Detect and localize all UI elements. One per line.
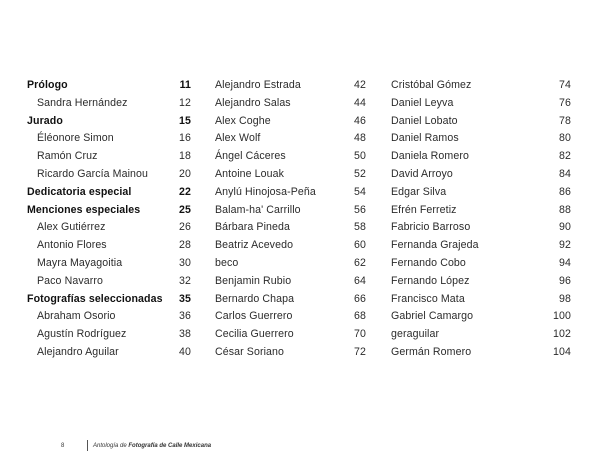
toc-entry-label: Ramón Cruz <box>37 150 98 163</box>
footer-publication-title <box>93 440 211 452</box>
toc-entry-page-number: 72 <box>354 345 366 358</box>
footer-separator <box>87 440 88 451</box>
toc-entry <box>391 273 571 291</box>
toc-entry-page-number: 11 <box>179 79 191 91</box>
toc-entry-label: Benjamin Rubio <box>215 274 292 287</box>
toc-section-entry <box>27 184 191 202</box>
toc-section-entry <box>27 291 191 309</box>
toc-entry-page-number: 74 <box>559 79 571 91</box>
toc-entry <box>391 308 571 326</box>
toc-entry <box>215 344 366 362</box>
toc-entry-page-number: 90 <box>559 221 571 234</box>
toc-entry-page-number: 16 <box>179 132 191 145</box>
toc-entry-label: Paco Navarro <box>37 274 103 287</box>
toc-entry <box>391 219 571 237</box>
toc-entry-label: Dedicatoria especial <box>27 185 132 198</box>
toc-entry-page-number: 22 <box>179 185 191 198</box>
toc-entry-label: Alejandro Aguilar <box>37 345 119 358</box>
toc-entry-label: Sandra Hernández <box>37 96 128 109</box>
toc-entry-label: beco <box>215 256 239 269</box>
toc-entry-label: Ángel Cáceres <box>215 150 286 163</box>
toc-entry-page-number: 40 <box>179 345 191 358</box>
toc-entry-label: Jurado <box>27 114 63 127</box>
toc-entry-page-number: 20 <box>179 167 191 180</box>
toc-entry-page-number: 56 <box>354 203 366 216</box>
toc-entry <box>27 166 191 184</box>
toc-entry-label: Prólogo <box>27 79 68 91</box>
toc-entry-label: Edgar Silva <box>391 185 447 198</box>
toc-entry <box>215 291 366 309</box>
toc-entry-page-number: 80 <box>559 132 571 145</box>
toc-entry-page-number: 12 <box>179 96 191 109</box>
toc-entry-label: David Arroyo <box>391 167 453 180</box>
toc-entry-page-number: 36 <box>179 310 191 323</box>
toc-entry-label: Agustín Rodríguez <box>37 328 127 341</box>
toc-entry-page-number: 15 <box>179 114 191 127</box>
toc-entry <box>391 255 571 273</box>
toc-entry-page-number: 104 <box>553 345 571 358</box>
toc-entry-page-number: 78 <box>559 114 571 127</box>
toc-section-entry <box>27 202 191 220</box>
toc-entry <box>27 95 191 113</box>
toc-entry-page-number: 46 <box>354 114 366 127</box>
toc-entry-label: Cristóbal Gómez <box>391 79 472 91</box>
toc-entry-label: Antonio Flores <box>37 239 107 252</box>
toc-entry-label: Bárbara Pineda <box>215 221 291 234</box>
toc-entry <box>27 237 191 255</box>
toc-entry <box>215 113 366 131</box>
toc-column-1 <box>27 77 191 362</box>
toc-entry-label: Antoine Louak <box>215 167 285 180</box>
toc-entry <box>27 219 191 237</box>
toc-entry-label: Daniel Lobato <box>391 114 458 127</box>
toc-entry-page-number: 35 <box>179 292 191 305</box>
toc-entry-page-number: 60 <box>354 239 366 252</box>
toc-entry <box>215 219 366 237</box>
toc-entry <box>27 130 191 148</box>
toc-entry-label: César Soriano <box>215 345 285 358</box>
toc-entry <box>215 130 366 148</box>
toc-entry-label: geraguilar <box>391 328 440 341</box>
toc-entry-page-number: 26 <box>179 221 191 234</box>
toc-entry-label: Fernanda Grajeda <box>391 239 479 252</box>
toc-entry-label: Fabricio Barroso <box>391 221 471 234</box>
toc-entry-label: Menciones especiales <box>27 203 141 216</box>
toc-entry-page-number: 88 <box>559 203 571 216</box>
toc-entry <box>215 148 366 166</box>
toc-entry-page-number: 58 <box>354 221 366 234</box>
toc-entry-label: Alejandro Estrada <box>215 79 301 91</box>
toc-entry-page-number: 28 <box>179 239 191 252</box>
toc-entry-label: Daniel Leyva <box>391 96 454 109</box>
toc-entry-label: Alejandro Salas <box>215 96 291 109</box>
toc-entry-label: Abraham Osorio <box>37 310 116 323</box>
toc-entry-label: Fernando López <box>391 274 470 287</box>
toc-entry-label: Alex Coghe <box>215 114 271 127</box>
toc-entry <box>391 326 571 344</box>
toc-entry-page-number: 18 <box>179 150 191 163</box>
toc-entry <box>27 326 191 344</box>
toc-entry-label: Balam-ha' Carrillo <box>215 203 301 216</box>
toc-entry-label: Alex Gutiérrez <box>37 221 106 234</box>
toc-entry <box>215 184 366 202</box>
toc-entry-page-number: 44 <box>354 96 366 109</box>
footer-title-emphasis: Fotografía de Calle Mexicana <box>128 443 212 449</box>
toc-entry-page-number: 86 <box>559 185 571 198</box>
toc-entry-label: Efrén Ferretiz <box>391 203 457 216</box>
toc-entry-label: Daniel Ramos <box>391 132 459 145</box>
toc-entry <box>27 255 191 273</box>
toc-entry-page-number: 98 <box>559 292 571 305</box>
toc-entry <box>215 166 366 184</box>
toc-entry <box>391 237 571 255</box>
toc-entry <box>391 77 571 95</box>
toc-entry <box>215 255 366 273</box>
toc-entry-page-number: 62 <box>354 256 366 269</box>
toc-entry-label: Gabriel Camargo <box>391 310 474 323</box>
toc-entry <box>27 308 191 326</box>
toc-entry-page-number: 66 <box>354 292 366 305</box>
footer-page-number: 8 <box>61 443 65 449</box>
toc-entry-label: Bernardo Chapa <box>215 292 295 305</box>
toc-entry-page-number: 82 <box>559 150 571 163</box>
toc-entry-page-number: 68 <box>354 310 366 323</box>
toc-entry-page-number: 64 <box>354 274 366 287</box>
toc-entry-page-number: 25 <box>179 203 191 216</box>
toc-entry-label: Germán Romero <box>391 345 472 358</box>
toc-entry <box>391 148 571 166</box>
toc-entry-label: Alex Wolf <box>215 132 261 145</box>
toc-entry-page-number: 50 <box>354 150 366 163</box>
toc-entry <box>391 291 571 309</box>
toc-entry-page-number: 42 <box>354 79 366 91</box>
toc-section-entry <box>27 77 191 95</box>
toc-entry-label: Carlos Guerrero <box>215 310 293 323</box>
toc-entry-page-number: 96 <box>559 274 571 287</box>
toc-entry-label: Francisco Mata <box>391 292 465 305</box>
toc-entry-label: Éléonore Simon <box>37 132 114 145</box>
toc-entry <box>215 237 366 255</box>
toc-entry-page-number: 92 <box>559 239 571 252</box>
toc-entry <box>391 202 571 220</box>
toc-entry-page-number: 30 <box>179 256 191 269</box>
toc-entry-label: Mayra Mayagoitia <box>37 256 123 269</box>
toc-section-entry <box>27 113 191 131</box>
toc-entry <box>27 148 191 166</box>
toc-entry <box>215 308 366 326</box>
toc-entry-page-number: 38 <box>179 328 191 341</box>
toc-entry <box>391 95 571 113</box>
toc-entry-label: Ricardo García Mainou <box>37 167 149 180</box>
toc-entry-page-number: 54 <box>354 185 366 198</box>
toc-entry <box>391 113 571 131</box>
toc-entry <box>215 77 366 95</box>
toc-entry-page-number: 76 <box>559 96 571 109</box>
toc-entry <box>215 202 366 220</box>
toc-entry-label: Daniela Romero <box>391 150 469 163</box>
toc-entry <box>27 273 191 291</box>
toc-column-2 <box>215 77 366 362</box>
toc-entry-page-number: 100 <box>553 310 571 323</box>
toc-entry-label: Anylú Hinojosa-Peña <box>215 185 316 198</box>
toc-entry-page-number: 84 <box>559 167 571 180</box>
toc-entry <box>391 184 571 202</box>
toc-entry-page-number: 94 <box>559 256 571 269</box>
toc-entry-label: Fotografías seleccionadas <box>27 292 163 305</box>
toc-column-3 <box>391 77 571 362</box>
toc-entry <box>27 344 191 362</box>
toc-entry <box>391 166 571 184</box>
toc-entry <box>391 344 571 362</box>
toc-entry-label: Cecilia Guerrero <box>215 328 294 341</box>
toc-entry-page-number: 32 <box>179 274 191 287</box>
toc-entry-label: Fernando Cobo <box>391 256 466 269</box>
toc-entry-label: Beatriz Acevedo <box>215 239 294 252</box>
toc-entry-page-number: 70 <box>354 328 366 341</box>
toc-entry-page-number: 102 <box>553 328 571 341</box>
toc-entry-page-number: 48 <box>354 132 366 145</box>
toc-entry-page-number: 52 <box>354 167 366 180</box>
toc-entry <box>391 130 571 148</box>
toc-entry <box>215 95 366 113</box>
footer-title-prefix: Antología de <box>93 443 129 449</box>
toc-entry <box>215 273 366 291</box>
toc-entry <box>215 326 366 344</box>
